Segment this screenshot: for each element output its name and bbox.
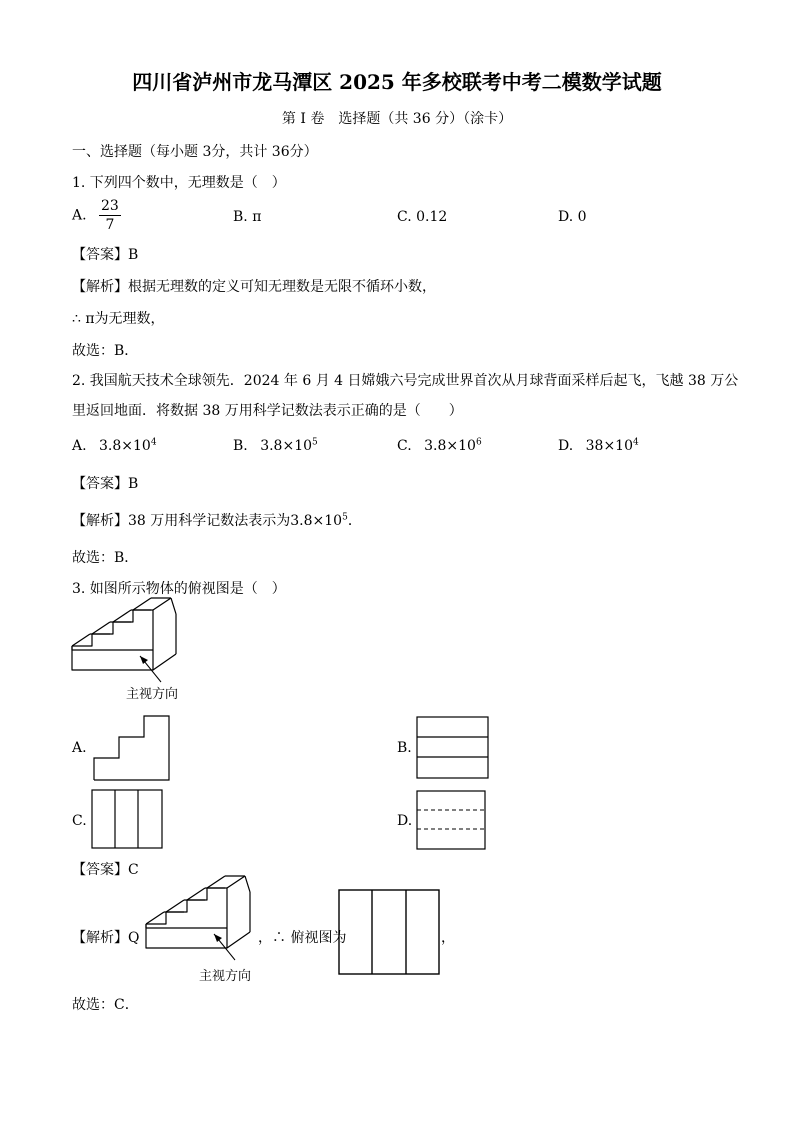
q2-analysis: [72, 510, 362, 530]
q3-option-a-figure: [92, 714, 172, 782]
q3-option-a-label: A.: [72, 740, 87, 756]
q3-analysis-suffix: ，: [441, 930, 455, 946]
q2-option-a: [72, 438, 157, 454]
q3-answer: 【答案】C: [72, 862, 139, 878]
q3-option-b-label: B.: [397, 740, 412, 756]
q2-option-d: [558, 438, 639, 454]
section-header: 一、选择题（每小题 3分，共计 36分）: [72, 144, 318, 160]
q1-answer: 【答案】B: [72, 247, 139, 263]
q2-conclusion: 故选：B．: [72, 550, 139, 566]
q3-option-c-figure: [91, 789, 165, 851]
q3-option-d-figure: [416, 790, 488, 852]
q2-option-c-base: 3.8×10: [424, 438, 476, 454]
q1-option-a-fraction: [99, 197, 121, 234]
q3-option-b-figure: [416, 716, 490, 780]
q3-analysis-prefix: 【解析】Q: [72, 930, 140, 946]
q1-analysis-2: ∴ π为无理数，: [72, 311, 165, 327]
q2-option-a-label: A.: [72, 438, 87, 454]
q3-conclusion: 故选：C．: [72, 997, 139, 1013]
q3-analysis-top-view-figure: [338, 889, 442, 977]
q1-analysis: 【解析】根据无理数的定义可知无理数是无限不循环小数，: [72, 279, 436, 295]
q2-option-b-label: B.: [233, 438, 248, 454]
q1-option-a-numerator: 23: [101, 198, 119, 214]
q2-option-b-exponent: 5: [312, 437, 318, 448]
q2-analysis-prefix: 【解析】38 万用科学记数法表示为: [72, 513, 291, 529]
q2-answer: 【答案】B: [72, 476, 139, 492]
q2-option-b: [233, 438, 318, 454]
q3-option-c-label: C.: [72, 813, 87, 829]
q3-stem: 3. 如图所示物体的俯视图是（ ）: [72, 581, 286, 597]
q1-option-b: B. π: [233, 209, 262, 225]
q2-option-d-exponent: 4: [633, 437, 639, 448]
q1-option-d: D. 0: [558, 209, 587, 225]
q2-option-c-exponent: 6: [475, 437, 482, 448]
q3-figure-caption: 主视方向: [126, 687, 179, 702]
q2-option-c: [397, 438, 482, 454]
q2-option-a-exponent: 4: [150, 437, 157, 448]
q1-option-a: [72, 197, 121, 237]
q1-conclusion: 故选：B．: [72, 343, 139, 359]
q1-option-a-denominator: 7: [105, 217, 115, 233]
q2-option-a-base: 3.8×10: [99, 438, 151, 454]
q2-option-d-base: 38×10: [585, 438, 633, 454]
q2-stem-line-1: 2. 我国航天技术全球领先．2024 年 6 月 4 日嫦娥六号完成世界首次从月球背面采样后起飞，飞越 38 万公: [72, 373, 739, 389]
q3-analysis-middle: ，∴ 俯视图为: [258, 930, 347, 946]
q2-analysis-suffix: ．: [347, 513, 362, 529]
page-title: 四川省泸州市龙马潭区 2025 年多校联考中考二模数学试题: [132, 70, 662, 94]
q3-option-d-label: D.: [397, 813, 413, 829]
q1-option-c: C. 0.12: [397, 209, 448, 225]
q1-stem: 1. 下列四个数中，无理数是（ ）: [72, 175, 286, 191]
q2-option-c-label: C.: [397, 438, 412, 454]
q2-stem-line-2: 里返回地面．将数据 38 万用科学记数法表示正确的是（ ）: [72, 403, 463, 419]
q2-option-b-base: 3.8×10: [260, 438, 313, 454]
q2-analysis-exponent: 5: [342, 512, 348, 523]
q3-analysis-figure-caption: 主视方向: [199, 969, 252, 984]
page-subtitle: 第 I 卷 选择题（共 36 分）（涂卡）: [281, 111, 513, 127]
q1-option-a-label: A.: [72, 207, 87, 224]
q2-analysis-base: 3.8×10: [290, 513, 343, 529]
q2-option-d-label: D.: [558, 438, 574, 454]
